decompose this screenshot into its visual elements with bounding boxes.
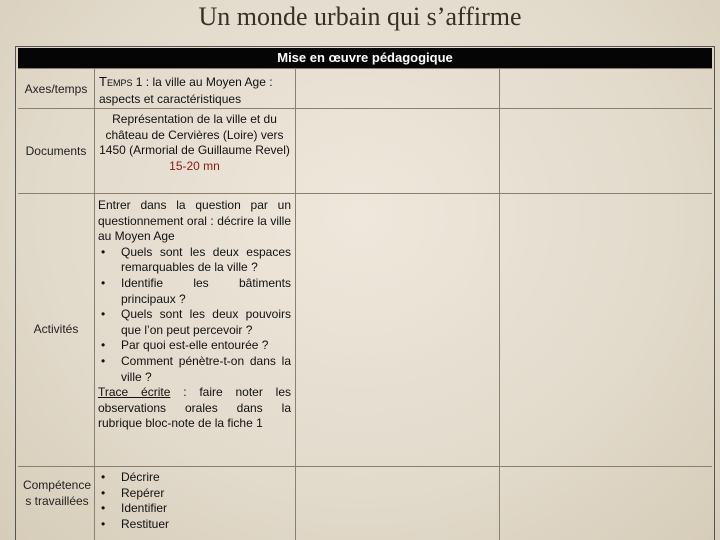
row-divider [18, 193, 712, 194]
list-item: • Quels sont les deux pouvoirs que l’on peut percevoir ? [98, 307, 291, 338]
slide-title: Un monde urbain qui s’affirme [198, 2, 522, 31]
list-item: • Restituer [98, 517, 291, 533]
theme-prefix-small: EMPS [106, 78, 133, 88]
column-divider [295, 68, 296, 540]
theme-text: 1 : la ville au Moyen Age : aspects et caractéristiques [99, 75, 273, 106]
table-header: Mise en œuvre pédagogique [18, 48, 712, 68]
trace-text: : faire noter les observations orales dans la rubrique bloc-note de la fiche 1 [98, 385, 291, 431]
list-item: • Décrire [98, 470, 291, 486]
list-item: • Comment pénètre-t-on dans la ville ? [98, 354, 291, 385]
list-item: • Repérer [98, 486, 291, 502]
competences-list [98, 470, 291, 532]
row-label-activites: Activités [33, 322, 79, 336]
question-list [98, 245, 291, 385]
list-item: • Quels sont les deux espaces remarquables de la ville ? [98, 245, 291, 276]
competences-cell [98, 470, 291, 532]
row-divider [18, 108, 712, 109]
column-divider [499, 68, 500, 540]
column-divider [94, 68, 95, 540]
activites-intro: Entrer dans la question par un questionnement oral : décrire la ville au Moyen Age [98, 198, 291, 244]
theme-prefix-big: T [99, 74, 107, 89]
row-label-axes: Axes/temps [24, 82, 88, 96]
documents-cell [98, 112, 291, 174]
axes-theme-cell [96, 74, 294, 107]
trace-ecrite [98, 385, 291, 432]
row-divider [18, 68, 712, 69]
row-divider [18, 466, 712, 467]
list-item: • Identifie les bâtiments principaux ? [98, 276, 291, 307]
row-label-competences: Compétences travaillées [22, 478, 92, 508]
document-duration: 15-20 mn [169, 158, 220, 173]
list-item: • Par quoi est-elle entourée ? [98, 338, 291, 354]
list-item: • Identifier [98, 501, 291, 517]
document-description: Représentation de la ville et du château de Cervières (Loire) vers 1450 (Armorial de Guillaume Revel) [99, 112, 290, 158]
activites-cell [98, 198, 291, 432]
row-label-documents: Documents [25, 144, 87, 158]
trace-label: Trace écrite [98, 385, 171, 400]
